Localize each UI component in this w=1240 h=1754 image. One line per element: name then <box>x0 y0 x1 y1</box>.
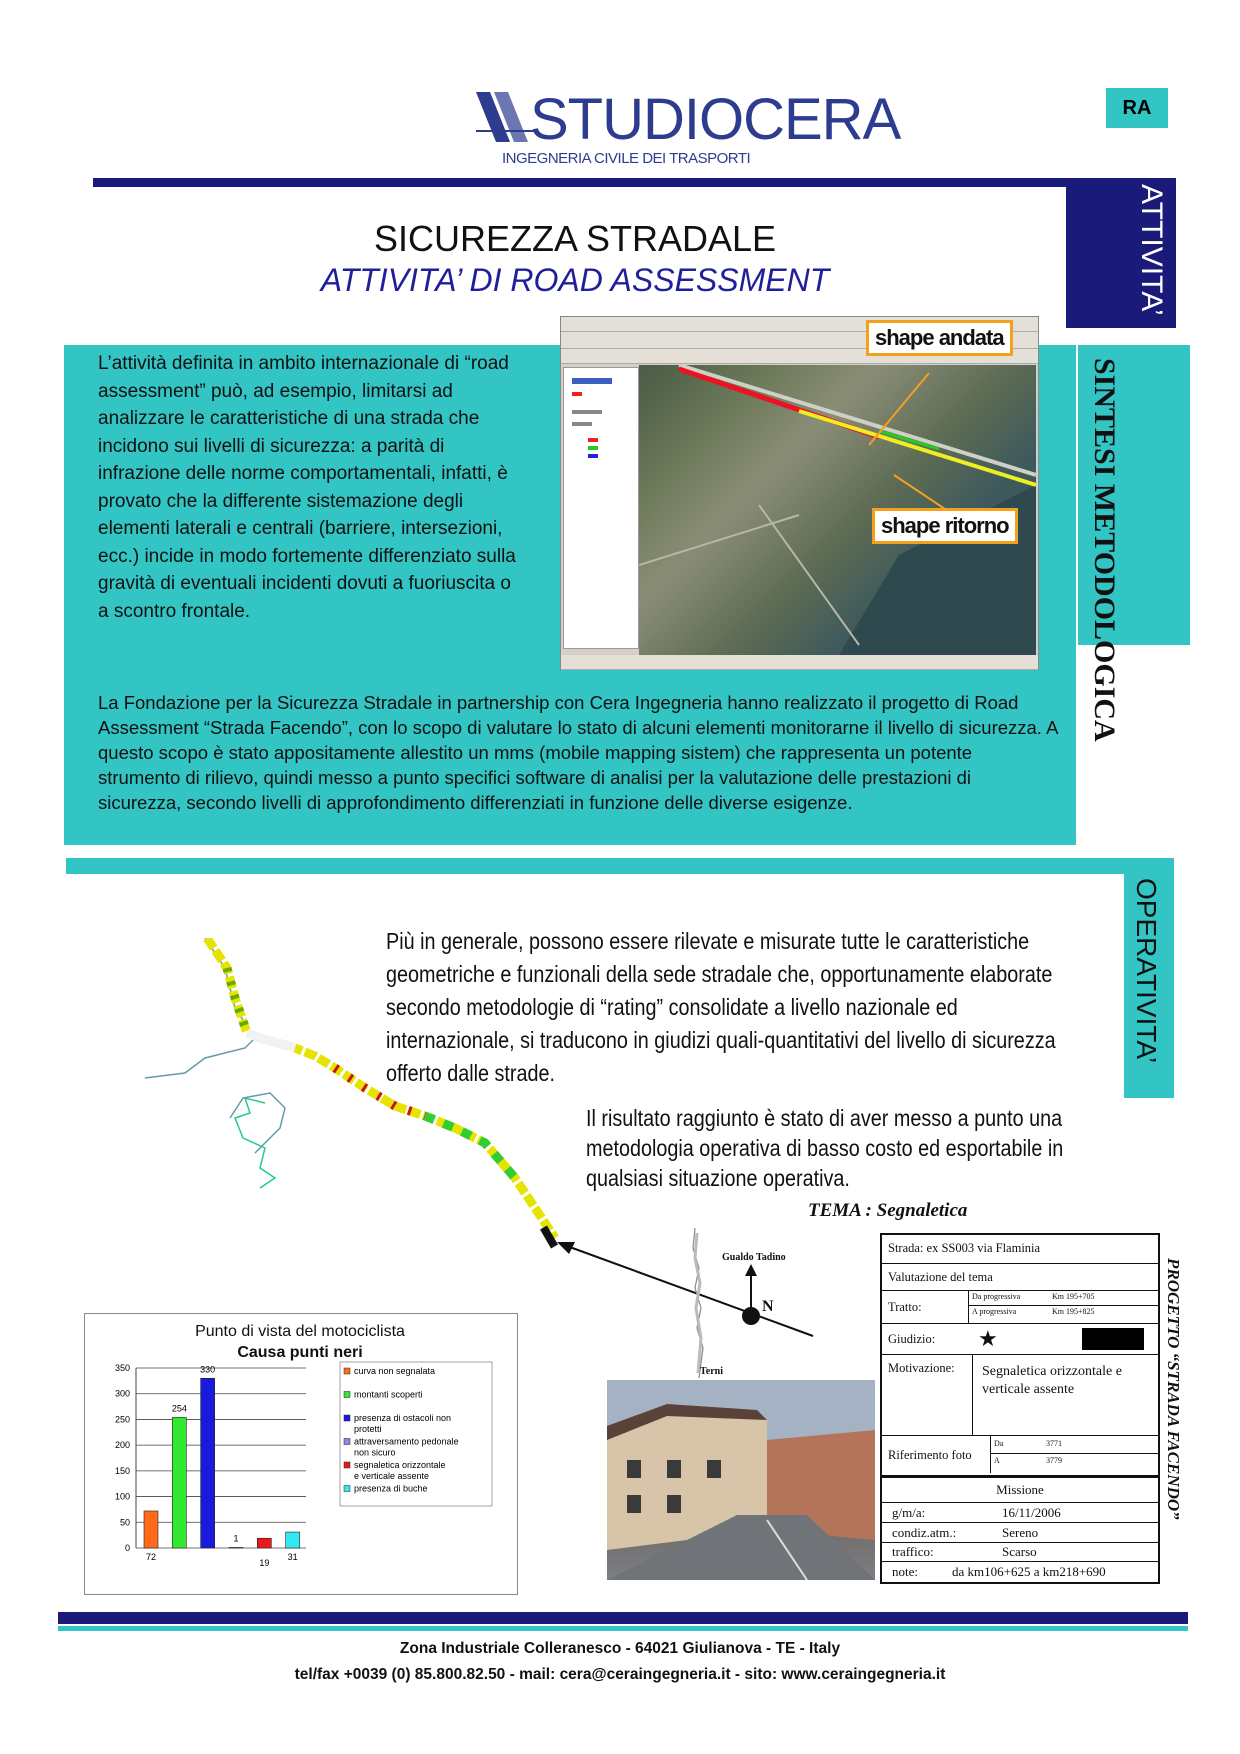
scheda-row-motivazione <box>882 1355 1158 1436</box>
chart-subtitle: Causa punti neri <box>237 1344 363 1361</box>
bar <box>257 1538 271 1548</box>
legend-swatch <box>344 1368 350 1374</box>
da-progressiva-km: Km 195+705 <box>1052 1292 1095 1301</box>
scheda-row-giudizio <box>882 1324 1158 1355</box>
legend-label: montanti scoperti <box>354 1389 423 1400</box>
footer-address: Zona Industriale Colleranesco - 64021 Giulianova - TE - Italy <box>399 1640 841 1657</box>
bar <box>144 1511 158 1548</box>
scheda-valutazione: Valutazione del tema <box>888 1270 993 1284</box>
footer-contacts: tel/fax +0039 (0) 85.800.82.50 - mail: cera@ceraingegneria.it - sito: www.ceraingegneria.it <box>294 1666 946 1683</box>
y-tick-label: 300 <box>114 1388 130 1399</box>
da-progressiva-label: Da progressiva <box>972 1292 1021 1301</box>
giudizio-star-icon: ★ <box>978 1326 998 1351</box>
bar-chart <box>84 1360 516 1592</box>
y-tick-label: 50 <box>119 1517 130 1528</box>
header-rule <box>93 178 1093 187</box>
page-subtitle: ATTIVITA’ DI ROAD ASSESSMENT <box>320 262 830 298</box>
missione-row-value: Sereno <box>1002 1524 1039 1540</box>
legend-swatch <box>344 1462 350 1468</box>
gis-layer-tree <box>563 367 639 649</box>
missione-row-value: da km106+625 a km218+690 <box>952 1563 1106 1579</box>
legend-swatch <box>344 1392 350 1398</box>
legend-label: curva non segnalata <box>354 1366 436 1376</box>
progetto-label: PROGETTO “STRADA FACENDO” <box>1164 1258 1183 1520</box>
footer-rule <box>58 1612 1188 1624</box>
missione-title-row <box>882 1478 1158 1503</box>
bar <box>172 1417 186 1548</box>
missione-table <box>880 1476 1160 1584</box>
missione-row <box>882 1503 1158 1523</box>
callout-shape-andata: shape andata <box>866 320 1013 356</box>
y-tick-label: 0 <box>124 1543 130 1553</box>
giudizio-scale <box>1082 1328 1144 1350</box>
gis-statusbar <box>561 655 1038 670</box>
missione-row-value: Scarso <box>1002 1544 1037 1559</box>
a-progressiva-km: Km 195+825 <box>1052 1307 1095 1316</box>
missione-row-value: 16/11/2006 <box>1002 1505 1061 1520</box>
missione-row-label: note: <box>892 1563 918 1579</box>
riferimento-label: Riferimento foto <box>888 1448 972 1462</box>
scheda-row-valutazione <box>882 1264 1158 1291</box>
scheda-row-tratto <box>882 1291 1158 1324</box>
foto-da-label: Da <box>994 1439 1004 1448</box>
legend-label: presenza di ostacoli non <box>354 1413 452 1423</box>
legend-swatch <box>344 1486 350 1492</box>
north-arrow-label: N <box>762 1298 774 1315</box>
operativita-rule <box>66 858 1172 874</box>
side-tab-label: ATTIVITA’ <box>1135 184 1168 316</box>
legend-label: non sicuro <box>354 1447 396 1458</box>
data-label: 72 <box>145 1552 157 1562</box>
missione-title: Missione <box>996 1482 1044 1497</box>
bar <box>286 1532 300 1548</box>
callout-shape-ritorno: shape ritorno <box>872 508 1018 544</box>
data-label: 19 <box>259 1558 270 1568</box>
data-label: 1 <box>233 1533 239 1544</box>
giudizio-label: Giudizio: <box>888 1332 936 1346</box>
section-badge: RA <box>1106 88 1168 128</box>
legend-swatch <box>344 1439 350 1445</box>
y-tick-label: 250 <box>114 1414 130 1425</box>
tema-heading: TEMA : Segnaletica <box>808 1200 968 1221</box>
missione-row-label: g/m/a: <box>892 1505 926 1520</box>
gis-screenshot <box>560 316 1039 670</box>
chart-title: Punto di vista del motociclista <box>195 1323 405 1340</box>
foto-da-value: 3771 <box>1046 1439 1062 1448</box>
y-tick-label: 200 <box>114 1440 130 1451</box>
logo-wordmark: STUDIOCERA <box>530 87 901 152</box>
missione-row-label: traffico: <box>892 1544 934 1559</box>
legend-label: segnaletica orizzontale <box>354 1460 446 1470</box>
bar <box>229 1547 243 1548</box>
missione-row <box>882 1562 1158 1581</box>
valutazione-scheda <box>880 1233 1160 1477</box>
motivazione-label: Motivazione: <box>888 1361 955 1375</box>
missione-row <box>882 1542 1158 1562</box>
logo-tagline: INGEGNERIA CIVILE DEI TRASPORTI <box>502 150 751 167</box>
data-label: 31 <box>287 1552 298 1562</box>
footer-rule-accent <box>58 1626 1188 1631</box>
legend-label: protetti <box>354 1424 382 1434</box>
logo-mark <box>476 92 536 142</box>
operativita-paragraph-1: Più in generale, possono essere rilevate e misurate tutte le caratteristiche geometriche e funzionali della sede stradale che, opportunamente elaborate secondo metodologie di “rating” consolidate a livello nazionale ed internazionale, si traducono in giudizi quali-quantitativi del livello di sicurezza offerto dalle strade. <box>386 928 1056 1086</box>
tratto-label: Tratto: <box>888 1300 922 1314</box>
map-label-gualdo-tadino: Gualdo Tadino <box>722 1252 786 1263</box>
legend-label: attraversamento pedonale <box>354 1436 459 1447</box>
foto-a-value: 3779 <box>1046 1456 1062 1465</box>
legend-label: presenza di buche <box>354 1483 428 1494</box>
sintesi-paragraph-1: L’attività definita in ambito internazionale di “road assessment” può, ad esempio, limitarsi ad analizzare le caratteristiche di una strada che incidono sui livelli di sicurezza: a parità di infrazione delle norme comportamentali, infatti, è provato che la differente sistemazione degli elementi laterali e centrali (barriere, intersezioni, ecc.) incide in modo fortemente differenziato sulla gravità di eventuali incidenti dovuti a fuoriuscita o a scontro frontale. <box>98 353 516 622</box>
scheda-row-strada <box>882 1235 1158 1264</box>
a-progressiva-label: A progressiva <box>972 1307 1017 1316</box>
road-photo <box>607 1380 875 1580</box>
missione-row <box>882 1523 1158 1543</box>
operativita-side-label: OPERATIVITA’ <box>1131 878 1162 1064</box>
scheda-strada: Strada: ex SS003 via Flaminia <box>888 1241 1041 1255</box>
operativita-side-tab <box>1124 858 1174 1098</box>
bar <box>201 1378 215 1548</box>
map-label-terni: Terni <box>700 1366 723 1377</box>
data-label: 254 <box>171 1403 187 1414</box>
sintesi-side-label: SINTESI METODOLOGICA <box>1088 358 1121 742</box>
y-tick-label: 150 <box>114 1465 130 1476</box>
operativita-paragraph-2: Il risultato raggiunto è stato di aver messo a punto una metodologia operativa di basso costo ed esportabile in qualsiasi situazione operativa. <box>586 1105 1064 1191</box>
legend-label: e verticale assente <box>354 1471 430 1481</box>
missione-row-label: condiz.atm.: <box>892 1524 957 1540</box>
scheda-row-riferimento <box>882 1436 1158 1473</box>
motivazione-value: Segnaletica orizzontale e verticale assente <box>982 1364 1122 1397</box>
y-tick-label: 350 <box>114 1363 130 1373</box>
foto-a-label: A <box>994 1456 1000 1465</box>
data-label: 330 <box>200 1364 216 1375</box>
y-tick-label: 100 <box>114 1491 130 1502</box>
sintesi-paragraph-2: La Fondazione per la Sicurezza Stradale in partnership con Cera Ingegneria hanno realizzato il progetto di Road Assessment “Strada Facendo”, con lo scopo di valutare lo stato di alcuni elementi monitorarne il livello di sicurezza. A questo scopo è stato appositamente allestito un mms (mobile mapping sistem) che rappresenta un potente strumento di rilievo, quindi messo a punto specifici software di analisi per la valutazione delle prestazioni di sicurezza, secondo livelli di approfondimento differenziati in funzione delle diverse esigenze. <box>98 692 1058 813</box>
page-title: SICUREZZA STRADALE <box>373 218 777 259</box>
legend-swatch <box>344 1415 350 1421</box>
locator-map <box>685 1228 815 1378</box>
